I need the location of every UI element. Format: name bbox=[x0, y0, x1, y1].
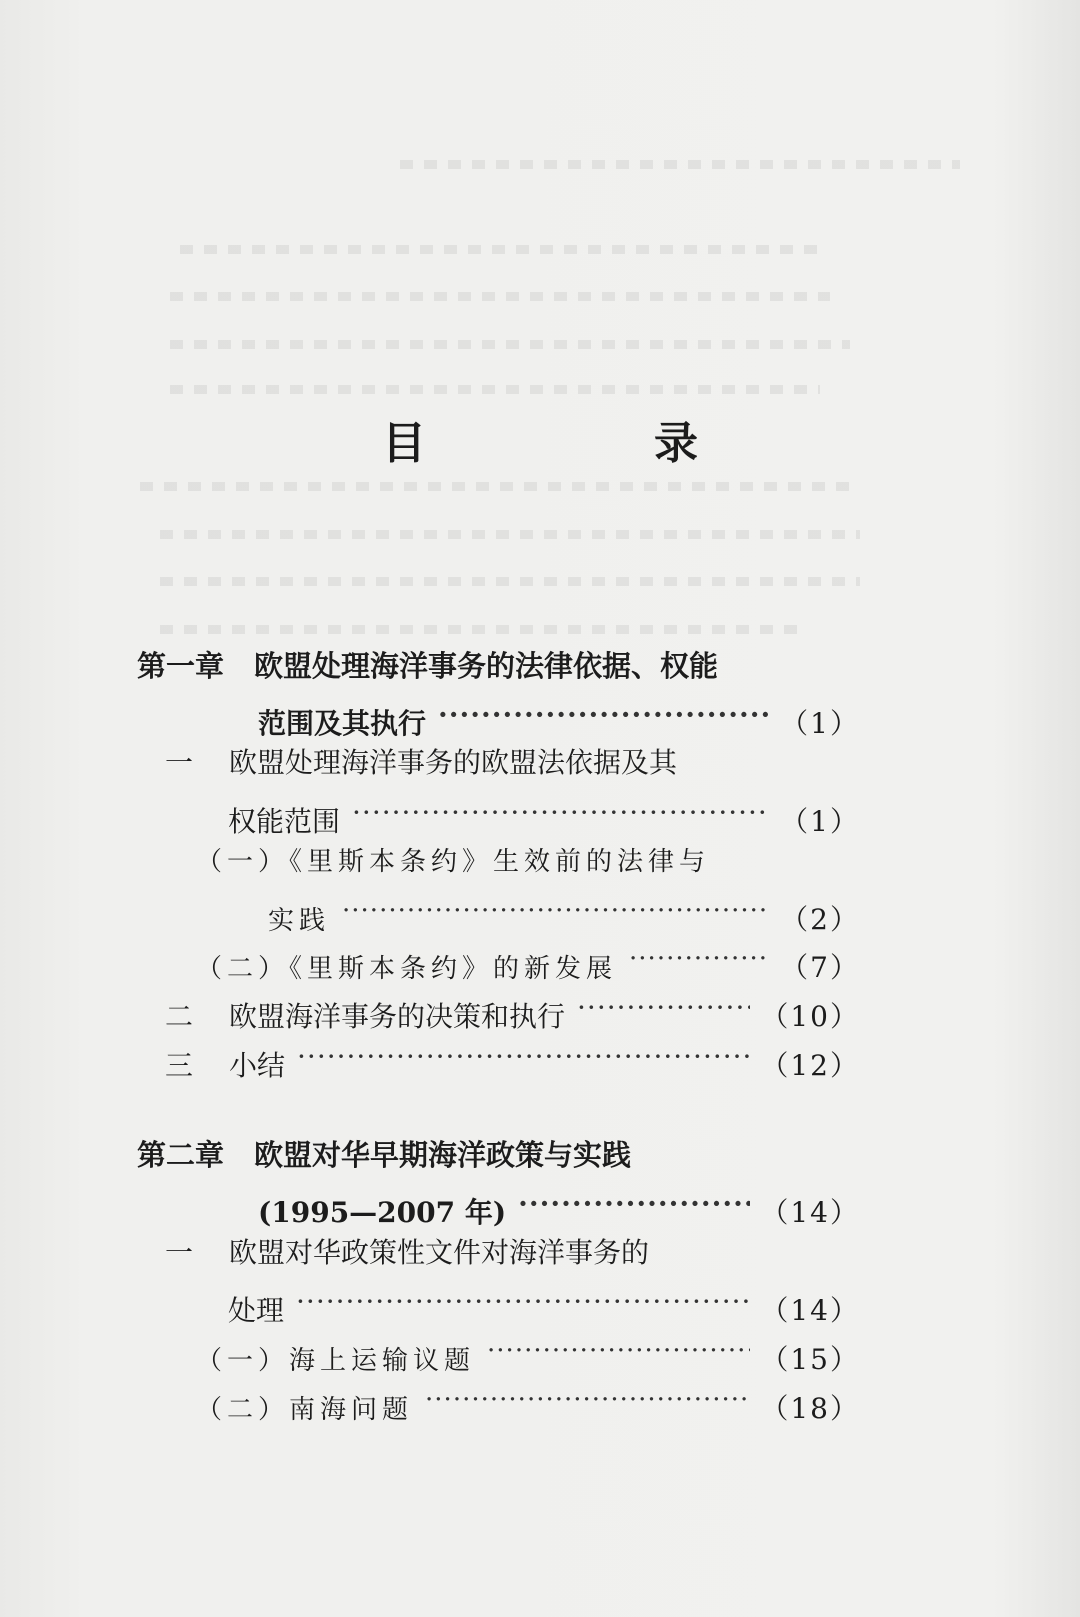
section-number: 二 bbox=[165, 1000, 194, 1033]
toc-subsection-1-1-1[interactable] bbox=[196, 844, 710, 880]
subsection-number: （二） bbox=[196, 954, 290, 984]
bleed-through-line bbox=[0, 282, 1080, 308]
leader-dots bbox=[352, 795, 770, 831]
leader-dots bbox=[438, 697, 770, 733]
subsection-title: 南海问题 bbox=[289, 1395, 414, 1425]
section-title: 欧盟对华政策性文件对海洋事务的 bbox=[229, 1236, 650, 1269]
leader-dots bbox=[297, 1039, 750, 1075]
leader-dots bbox=[487, 1333, 750, 1369]
leader-dots bbox=[296, 1284, 750, 1320]
bleed-through-line bbox=[0, 472, 1080, 498]
subsection-title: 海上运输议题 bbox=[289, 1346, 476, 1376]
page-title: 目 录 bbox=[382, 418, 790, 469]
page-number: （18） bbox=[760, 1392, 860, 1425]
page-number: （15） bbox=[760, 1343, 860, 1376]
toc-section-1-2[interactable] bbox=[165, 990, 860, 1035]
chapter-label: 第二章 bbox=[137, 1138, 225, 1172]
section-title: 欧盟处理海洋事务的欧盟法依据及其 bbox=[229, 746, 678, 779]
section-title: 欧盟海洋事务的决策和执行 bbox=[229, 1000, 566, 1033]
chapter-2-title-line2[interactable] bbox=[258, 1186, 860, 1231]
bleed-through-line bbox=[0, 235, 1080, 261]
page-number: （14） bbox=[760, 1196, 860, 1229]
section-title-continued: 权能范围 bbox=[228, 805, 341, 838]
bleed-through-line bbox=[0, 375, 1080, 401]
page-number: （2） bbox=[780, 903, 860, 936]
chapter-label: 第一章 bbox=[137, 649, 225, 683]
subsection-number: （二） bbox=[196, 1395, 290, 1425]
toc-section-1-1[interactable] bbox=[165, 745, 677, 781]
page-number: （1） bbox=[780, 805, 860, 838]
bleed-through-line bbox=[0, 150, 1080, 176]
page-number: （12） bbox=[760, 1049, 860, 1082]
toc-section-1-3[interactable] bbox=[165, 1039, 860, 1084]
section-number: 三 bbox=[165, 1049, 194, 1082]
toc-subsection-1-1-1-line2[interactable] bbox=[268, 893, 860, 939]
chapter-1-title-line2[interactable] bbox=[258, 697, 860, 742]
toc-subsection-2-1-1[interactable] bbox=[196, 1333, 860, 1379]
chapter-title: 欧盟处理海洋事务的法律依据、权能 bbox=[254, 649, 719, 683]
bleed-through-line bbox=[0, 567, 1080, 593]
chapter-2-heading[interactable] bbox=[137, 1137, 631, 1173]
subsection-number: （一） bbox=[196, 1346, 290, 1376]
section-number: 一 bbox=[165, 1236, 194, 1269]
subsection-number: （一） bbox=[196, 847, 290, 877]
leader-dots bbox=[577, 990, 750, 1026]
section-number: 一 bbox=[165, 746, 194, 779]
toc-subsection-2-1-2[interactable] bbox=[196, 1382, 860, 1428]
chapter-1-heading[interactable] bbox=[137, 648, 718, 684]
chapter-title: 欧盟对华早期海洋政策与实践 bbox=[254, 1138, 632, 1172]
bleed-through-line bbox=[0, 520, 1080, 546]
toc-section-1-1-line2[interactable] bbox=[228, 795, 860, 840]
page-number: （14） bbox=[760, 1294, 860, 1327]
leader-dots bbox=[425, 1382, 750, 1418]
bleed-through-line bbox=[0, 330, 1080, 356]
leader-dots bbox=[342, 893, 770, 929]
bleed-through-line bbox=[0, 615, 1080, 641]
page-number: （1） bbox=[780, 707, 860, 740]
toc-subsection-1-1-2[interactable] bbox=[196, 941, 860, 987]
chapter-title-continued: 范围及其执行 bbox=[258, 707, 427, 740]
section-title-continued: 处理 bbox=[228, 1294, 285, 1327]
leader-dots bbox=[629, 941, 770, 977]
subsection-title: 《里斯本条约》的新发展 bbox=[289, 954, 618, 984]
section-title: 小结 bbox=[229, 1049, 286, 1082]
toc-section-2-1[interactable] bbox=[165, 1235, 649, 1271]
chapter-title-continued: (1995—2007 年) bbox=[258, 1196, 507, 1229]
leader-dots bbox=[518, 1186, 750, 1222]
subsection-title: 《里斯本条约》生效前的法律与 bbox=[289, 847, 711, 877]
toc-section-2-1-line2[interactable] bbox=[228, 1284, 860, 1329]
subsection-title-continued: 实践 bbox=[268, 906, 331, 936]
page-number: （7） bbox=[780, 951, 860, 984]
page-number: （10） bbox=[760, 1000, 860, 1033]
